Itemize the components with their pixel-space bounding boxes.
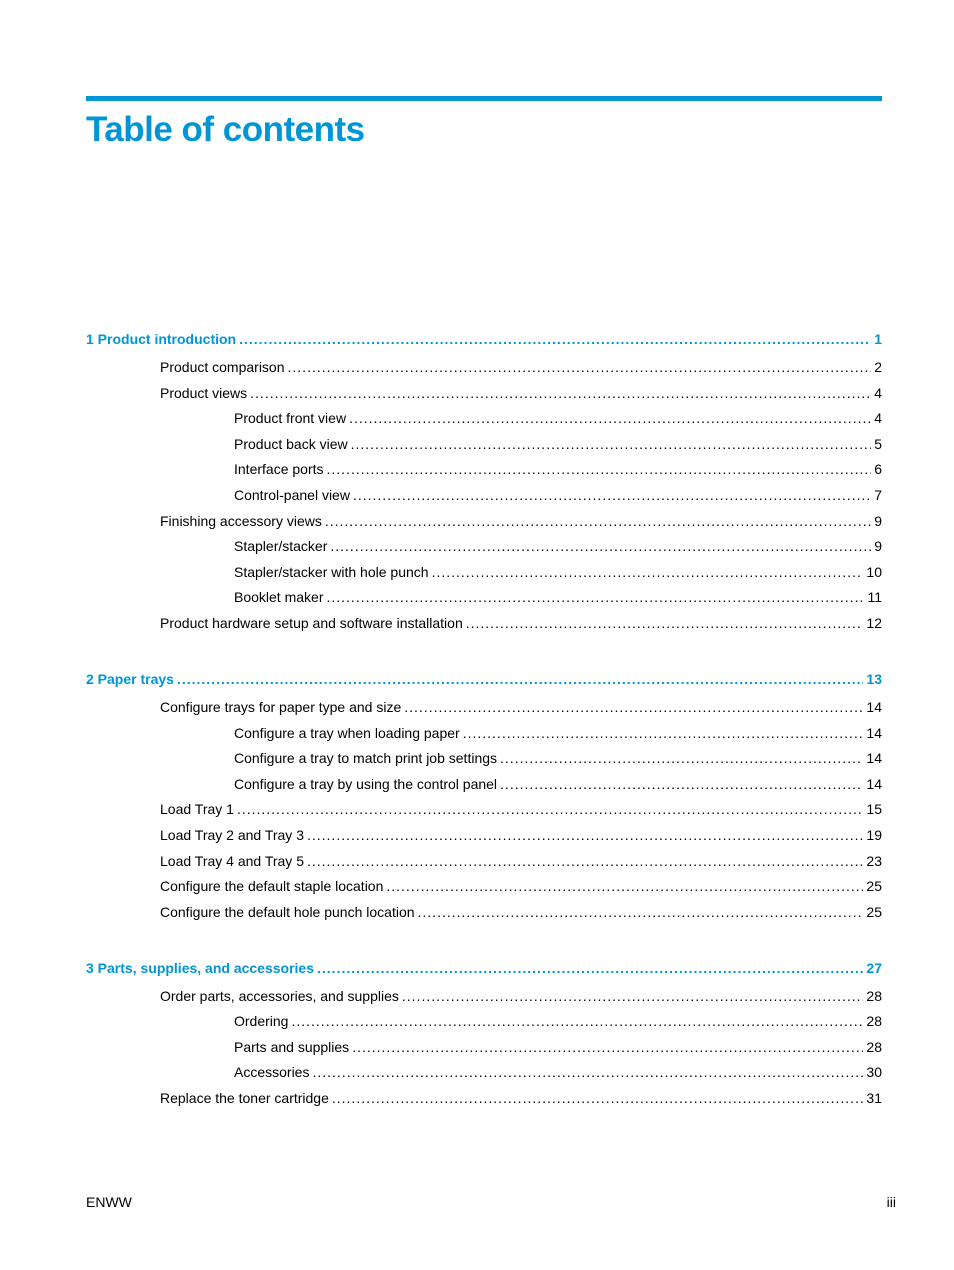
toc-entry-title: Stapler/stacker with hole punch (234, 563, 429, 580)
toc-dot-leader (402, 988, 864, 1004)
toc-entry-link[interactable] (86, 513, 882, 529)
toc-page-number: 28 (866, 987, 882, 1004)
toc-page-number: 7 (874, 486, 882, 503)
toc-entry-title: Interface ports (234, 461, 324, 478)
toc-entry-link[interactable] (86, 1013, 882, 1029)
toc-entry-title: Load Tray 2 and Tray 3 (160, 826, 304, 843)
toc-dot-leader (352, 1039, 863, 1055)
toc-entry-link[interactable] (86, 827, 882, 843)
toc-dot-leader (330, 538, 871, 554)
toc-page-number: 28 (866, 1013, 882, 1030)
title-rule (86, 96, 882, 101)
toc-entry-title: Configure a tray by using the control panel (234, 775, 498, 792)
toc-entry-title: Product comparison (160, 359, 285, 375)
toc-page-number: 23 (866, 852, 882, 869)
toc-entry-link[interactable] (86, 988, 882, 1004)
toc-page-number: 14 (866, 724, 882, 741)
toc-page-number: 5 (874, 435, 882, 452)
toc-entry-link[interactable] (86, 436, 882, 452)
toc-entry-link[interactable] (86, 461, 882, 477)
toc-dot-leader (327, 461, 872, 477)
toc-page-number: 2 (874, 359, 882, 375)
toc-entry-title: 2 Paper trays (86, 670, 174, 687)
toc-entry-link[interactable] (86, 410, 882, 426)
toc-entry-title: Product front view (234, 410, 347, 427)
toc-dot-leader (418, 904, 864, 920)
toc-dot-leader (351, 436, 872, 452)
toc-page-number: 25 (866, 878, 882, 895)
toc-entry-title: Configure trays for paper type and size (160, 698, 402, 715)
toc-dot-leader (312, 1064, 863, 1080)
toc-entry-title: Product back view (234, 435, 348, 452)
toc-entry-title: Order parts, accessories, and supplies (160, 987, 399, 1004)
footer-left-label: ENWW (86, 1194, 132, 1210)
toc-dot-leader (463, 725, 864, 741)
toc-dot-leader (239, 331, 871, 347)
toc-entry-link[interactable] (86, 699, 882, 715)
toc-chapter-link[interactable] (86, 331, 882, 347)
toc-entry-link[interactable] (86, 776, 882, 792)
toc-page-number: 10 (866, 563, 882, 580)
toc-dot-leader (386, 878, 863, 894)
toc-entry-title: Product hardware setup and software installation (160, 614, 463, 631)
toc-entry-title: 3 Parts, supplies, and accessories (86, 959, 315, 976)
toc-chapter-link[interactable] (86, 960, 882, 976)
toc-entry-link[interactable] (86, 538, 882, 554)
page-title: Table of contents (86, 110, 365, 149)
toc-page-number: 14 (866, 750, 882, 767)
toc-dot-leader (500, 776, 863, 792)
toc-dot-leader (250, 385, 871, 401)
toc-entry-link[interactable] (86, 853, 882, 869)
toc-page-number: 4 (874, 410, 882, 427)
toc-entry-title: Accessories (234, 1064, 310, 1081)
toc-entry-link[interactable] (86, 801, 882, 817)
toc-page-number: 1 (874, 331, 882, 347)
toc-entry-link[interactable] (86, 1039, 882, 1055)
toc-entry-title: Configure the default staple location (160, 878, 384, 895)
toc-entry-title: Control-panel view (234, 486, 350, 503)
toc-page-number: 9 (874, 538, 882, 555)
toc-entry-title: Parts and supplies (234, 1038, 350, 1055)
toc-entry-title: Configure the default hole punch location (160, 903, 415, 920)
toc-dot-leader (325, 513, 871, 529)
toc-page-number: 28 (866, 1038, 882, 1055)
toc-page-number: 14 (866, 698, 882, 715)
toc-page-number: 12 (866, 614, 882, 631)
toc-entry-link[interactable] (86, 359, 882, 375)
toc-page-number: 31 (866, 1090, 882, 1107)
toc-page-number: 4 (874, 384, 882, 401)
toc-entry-link[interactable] (86, 564, 882, 580)
toc-page-number: 13 (866, 670, 882, 687)
toc-entry-title: Configure a tray to match print job settings (234, 750, 498, 767)
toc-entry-link[interactable] (86, 725, 882, 741)
toc-dot-leader (349, 410, 871, 426)
toc-chapter-link[interactable] (86, 671, 882, 687)
toc-entry-link[interactable] (86, 904, 882, 920)
toc-entry-link[interactable] (86, 1064, 882, 1080)
toc-dot-leader (332, 1090, 864, 1106)
toc-dot-leader (466, 615, 864, 631)
toc-entry-title: Load Tray 4 and Tray 5 (160, 852, 304, 869)
toc-dot-leader (500, 750, 863, 766)
toc-entry-link[interactable] (86, 589, 882, 605)
toc-entry-title: Product views (160, 384, 248, 401)
toc-page-number: 9 (874, 512, 882, 529)
toc-entry-link[interactable] (86, 487, 882, 503)
footer-page-number: iii (886, 1194, 896, 1210)
toc-page-number: 27 (866, 959, 882, 976)
toc-dot-leader (404, 699, 863, 715)
toc-entry-link[interactable] (86, 615, 882, 631)
toc-dot-leader (307, 853, 863, 869)
toc-page-number: 6 (874, 461, 882, 478)
toc-entry-title: Replace the toner cartridge (160, 1090, 329, 1107)
toc-dot-leader (307, 827, 863, 843)
toc-entry-link[interactable] (86, 878, 882, 894)
toc-page-number: 30 (866, 1064, 882, 1081)
toc-page-number: 15 (866, 801, 882, 818)
toc-entry-title: Load Tray 1 (160, 801, 234, 818)
toc-dot-leader (177, 671, 863, 687)
toc-entry-title: Booklet maker (234, 589, 324, 606)
toc-dot-leader (353, 487, 871, 503)
toc-entry-link[interactable] (86, 1090, 882, 1106)
toc-dot-leader (432, 564, 864, 580)
toc-dot-leader (291, 1013, 863, 1029)
toc-entry-link[interactable] (86, 750, 882, 766)
toc-page-number: 14 (866, 775, 882, 792)
toc-entry-link[interactable] (86, 385, 882, 401)
toc-page-number: 19 (866, 826, 882, 843)
toc-entry-title: 1 Product introduction (86, 331, 237, 347)
toc-entry-title: Ordering (234, 1013, 289, 1030)
toc-page-number: 25 (866, 903, 882, 920)
toc-page-number: 11 (867, 589, 882, 606)
toc-dot-leader (288, 359, 872, 375)
toc-dot-leader (317, 960, 863, 976)
toc-entry-title: Finishing accessory views (160, 512, 322, 529)
toc-dot-leader (237, 801, 863, 817)
toc-entry-title: Stapler/stacker (234, 538, 328, 555)
toc-entry-title: Configure a tray when loading paper (234, 724, 460, 741)
toc-dot-leader (326, 589, 864, 605)
table-of-contents (86, 325, 882, 1116)
